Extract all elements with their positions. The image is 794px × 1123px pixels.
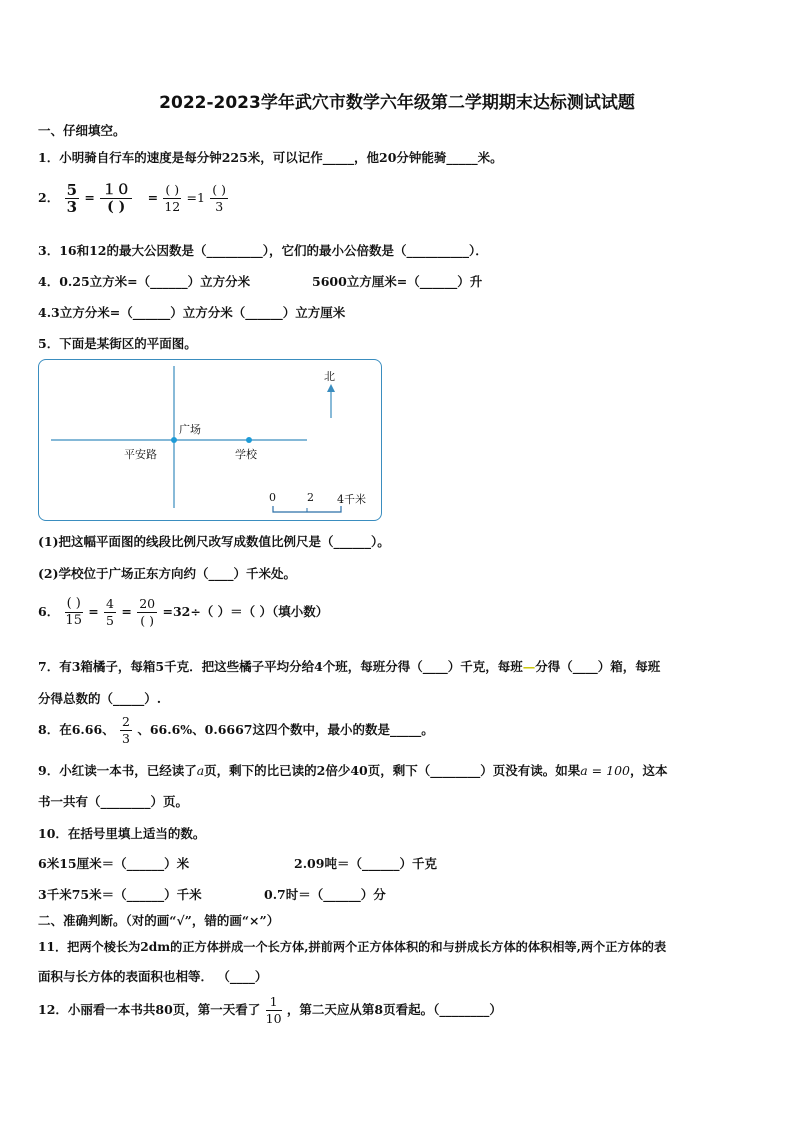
page-title: 2022-2023学年武穴市数学六年级第二学期期末达标测试试题 bbox=[159, 93, 635, 113]
plaza-dot bbox=[171, 437, 177, 443]
question-4-line-2: 4.3立方分米=（______）立方分米（______）立方厘米 bbox=[38, 305, 346, 320]
fraction-1-10: $\frac{1}{10}$ bbox=[265, 994, 282, 1026]
question-11-line-1: 11．把两个棱长为2dm的正方体拼成一个长方体,拼前两个正方体体积的和与拼成长方体的体积相等,两个正方体的表 bbox=[38, 940, 667, 954]
question-2: 2． $\frac{5}{3}$ = $\frac{10}{( )}$ = $\frac{( )}{12}$ =1 $\frac{( )}{3}$ bbox=[38, 181, 227, 216]
question-5-1: (1)把这幅平面图的线段比例尺改写成数值比例尺是（______）。 bbox=[38, 534, 390, 549]
fraction-blank-12: $\frac{( )}{12}$ bbox=[164, 182, 181, 214]
road-label: 平安路 bbox=[124, 448, 157, 461]
fraction-blank-3: $\frac{( )}{3}$ bbox=[212, 182, 227, 214]
question-10-d: 0.7时＝（______）分 bbox=[264, 887, 386, 902]
fraction-5-3: $\frac{5}{3}$ bbox=[66, 181, 77, 216]
question-10-c: 3千米75米＝（______）千米 bbox=[38, 887, 202, 902]
scale-label-4km: 4千米 bbox=[337, 493, 366, 506]
question-5-2: (2)学校位于广场正东方向约（____）千米处。 bbox=[38, 566, 297, 581]
section-heading-1: 一、仔细填空。 bbox=[38, 123, 126, 138]
scale-label-0: 0 bbox=[269, 491, 276, 504]
question-8: 8．在6.66、 $\frac{2}{3}$ 、66.6%、0.6667这四个数中，最小的数是_____。 bbox=[38, 714, 434, 746]
plaza-label: 广场 bbox=[179, 423, 201, 436]
question-9-line-1: 9．小红读一本书，已经读了a页，剩下的比已读的2倍少40页，剩下（________）页没有读。如果a = 100，这本 bbox=[38, 763, 668, 778]
question-3: 3．16和12的最大公因数是（_________），它们的最小公倍数是（__________）． bbox=[38, 243, 488, 258]
question-7-line-1: 7．有3箱橘子，每箱5千克．把这些橘子平均分给4个班，每班分得（____）千克，每班—分得（____）箱，每班 bbox=[38, 659, 661, 674]
question-7-line-2: 分得总数的（_____）. bbox=[38, 691, 162, 706]
fraction-4-5: $\frac{4}{5}$ bbox=[106, 596, 114, 628]
street-map-drawing bbox=[39, 360, 381, 520]
question-10: 10．在括号里填上适当的数。 bbox=[38, 826, 206, 841]
question-9-line-2: 书一共有（________）页。 bbox=[38, 794, 189, 809]
school-label: 学校 bbox=[235, 448, 257, 461]
fraction-10-blank: $\frac{10}{( )}$ bbox=[102, 182, 131, 215]
scale-label-2: 2 bbox=[307, 491, 314, 504]
fraction-20-blank: $\frac{20}{( )}$ bbox=[139, 596, 156, 628]
fraction-blank-15: $\frac{( )}{15}$ bbox=[65, 596, 82, 628]
question-10-a: 6米15厘米＝（______）米 bbox=[38, 856, 190, 871]
north-label: 北 bbox=[324, 370, 335, 383]
question-2-label: 2． bbox=[38, 190, 60, 205]
question-6: 6． $\frac{( )}{15}$ = $\frac{4}{5}$ = $\frac{20}{( )}$ =32÷（ ）＝（ ）（填小数） bbox=[38, 596, 329, 628]
school-dot bbox=[246, 437, 252, 443]
question-11-line-2: 面积与长方体的表面积也相等． （____） bbox=[38, 969, 268, 984]
question-4-part-a: 4．0.25立方米=（______）立方分米 bbox=[38, 274, 251, 289]
question-1: 1．小明骑自行车的速度是每分钟225米，可以记作_____，他20分钟能骑_____米。 bbox=[38, 150, 503, 165]
north-arrow-icon bbox=[327, 384, 335, 392]
question-4-part-b: 5600立方厘米=（______）升 bbox=[312, 274, 483, 289]
section-heading-2: 二、准确判断。（对的画“√”，错的画“×”） bbox=[38, 913, 280, 928]
question-12: 12．小丽看一本书共80页，第一天看了 $\frac{1}{10}$ ，第二天应从第8页看起。（________） bbox=[38, 994, 502, 1026]
question-5: 5．下面是某街区的平面图。 bbox=[38, 336, 197, 351]
question-10-b: 2.09吨＝（______）千克 bbox=[294, 856, 437, 871]
fraction-2-3: $\frac{2}{3}$ bbox=[122, 714, 130, 746]
street-map-figure bbox=[38, 359, 382, 521]
